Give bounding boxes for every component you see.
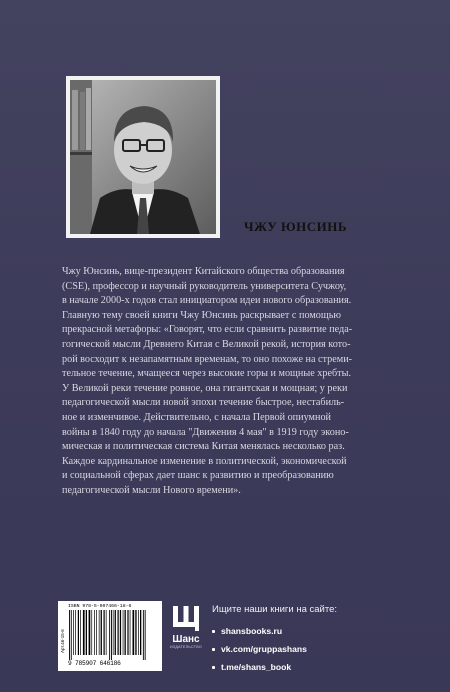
- barcode-digits: 9 785907 646186: [68, 660, 121, 667]
- link-telegram[interactable]: [212, 658, 337, 676]
- article-number: Арт.46-15-6: [60, 629, 65, 653]
- barcode-image: [68, 610, 158, 660]
- description-line: Чжу Юнсинь, вице-президент Китайского общества образования: [62, 266, 345, 277]
- description-line: педагогической мысли Нового времени».: [62, 484, 241, 496]
- barcode-label: [58, 601, 162, 671]
- description-line: У Великой реки течение ровное, она гигантская и мощная; у реки: [62, 382, 348, 394]
- description-line: рой восходит к незапамятным временам, то оно похоже на стреми-: [62, 353, 353, 365]
- link-vk[interactable]: [212, 640, 337, 658]
- isbn-text: ISBN 978-5-907466-18-6: [68, 604, 132, 609]
- link-text: shansbooks.ru: [221, 626, 283, 636]
- link-text: t.me/shans_book: [221, 662, 292, 672]
- description-line: педагогической мысли новой эпохи течение быстрое, нестабиль-: [62, 397, 345, 409]
- description-line: мическая и политическая система Китая менялась несколько раз.: [62, 441, 345, 453]
- publisher-name: Шанс: [172, 634, 200, 645]
- links-heading: Ищите наши книги на сайте:: [212, 604, 338, 615]
- publisher-links: [212, 604, 337, 676]
- author-photo: [70, 80, 216, 234]
- publisher-logo: [166, 604, 206, 649]
- description-line: гогической мысли Древнего Китая с Великой рекой, история кото-: [62, 338, 351, 350]
- description-line: ное и изменчивое. Действительно, с начала Первой опиумной: [62, 411, 331, 423]
- description-line: в начале 2000-х годов стал инициатором идеи нового образования.: [62, 295, 352, 307]
- bullet-icon: [212, 666, 215, 669]
- author-photo-frame: [66, 76, 220, 238]
- bullet-icon: [212, 630, 215, 633]
- book-description: [62, 265, 398, 499]
- description-line: Главную тему своей книги Чжу Юнсинь раскрывает с помощью: [62, 309, 341, 321]
- bullet-icon: [212, 648, 215, 651]
- description-line: войны в 1840 году до начала "Движения 4 мая" в 1919 году эконо-: [62, 426, 349, 438]
- description-line: прекрасной метафоры: «Говорят, что если сравнить развитие педа-: [62, 324, 353, 336]
- publisher-logo-icon: [171, 604, 201, 632]
- link-text: vk.com/gruppashans: [221, 644, 307, 654]
- description-line: и социальной сферах дает шанс к развитию и преобразованию: [62, 470, 334, 482]
- publisher-subtitle: ИЗДАТЕЛЬСТВО: [170, 645, 202, 649]
- description-line: (CSE), профессор и научный руководитель университета Сучжоу,: [62, 280, 347, 292]
- description-line: тельное течение, мчащееся через высокие горы и мощные хребты.: [62, 368, 352, 380]
- link-website[interactable]: [212, 622, 337, 640]
- author-name: ЧЖУ ЮНСИНЬ: [244, 219, 347, 234]
- author-portrait-illustration: [70, 80, 216, 234]
- description-line: Каждое кардинальное изменение в политической, экономической: [62, 455, 347, 467]
